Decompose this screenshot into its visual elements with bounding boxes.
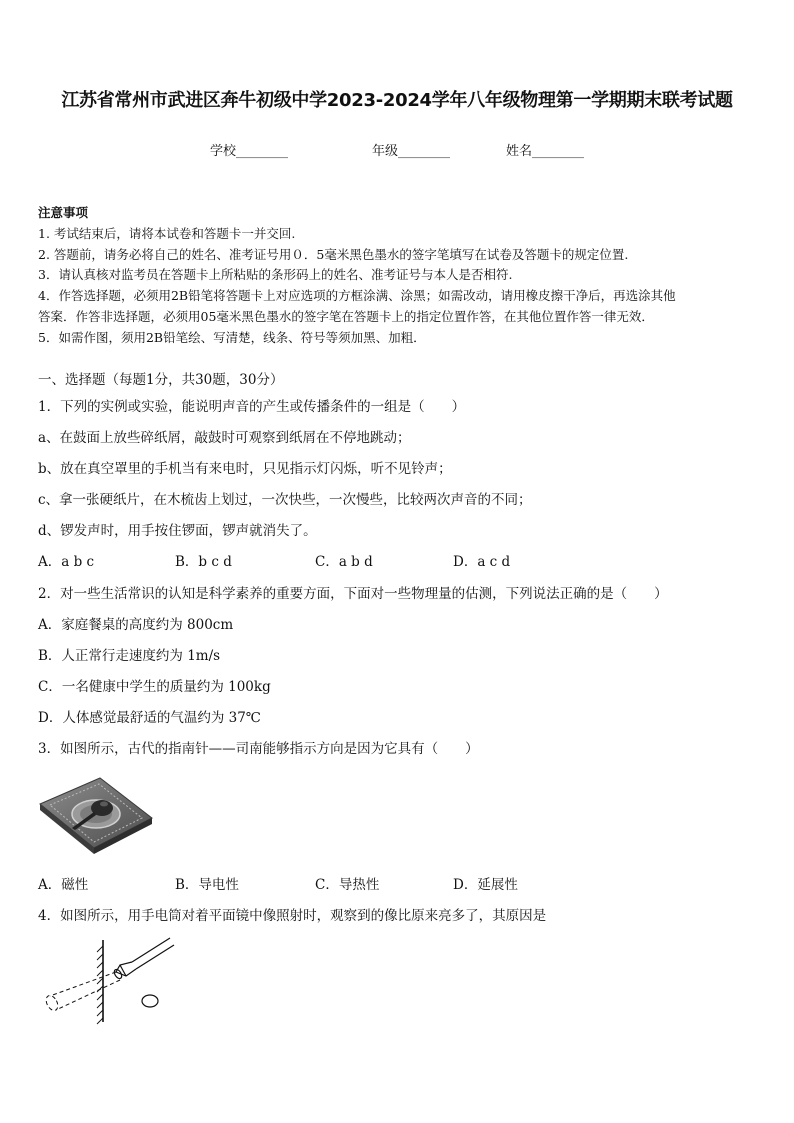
notice-item: 答案．作答非选择题，必须用05毫米黑色墨水的签字笔在答题卡上的指定位置作答，在其他位置作答一律无效． (38, 309, 654, 324)
question-2-option-a: A．家庭餐桌的高度约为 800cm (38, 617, 234, 633)
question-1-option-c: C．a b d (315, 554, 373, 570)
question-2-option-d: D．人体感觉最舒适的气温约为 37℃ (38, 710, 261, 726)
notice-item: 2. 答题前，请务必将自己的姓名、准考证号用０．5毫米黑色墨水的签字笔填写在试卷及答题卡的规定位置. (38, 247, 629, 262)
question-1-option-d: D．a c d (453, 554, 511, 570)
question-3-option-d: D．延展性 (453, 877, 518, 893)
question-3-stem: 3．如图所示，古代的指南针——司南能够指示方向是因为它具有（ ） (38, 741, 479, 757)
question-3-option-c: C．导热性 (315, 877, 380, 893)
question-2-option-c: C．一名健康中学生的质量约为 100kg (38, 679, 271, 695)
notice-item: 1. 考试结束后，请将本试卷和答题卡一并交回. (38, 226, 296, 241)
notice-item: 3．请认真核对监考员在答题卡上所粘贴的条形码上的姓名、准考证号与本人是否相符. (38, 267, 513, 282)
sinan-compass-image (36, 768, 156, 858)
question-1-item-c: c、拿一张硬纸片，在木梳齿上划过，一次快些，一次慢些，比较两次声音的不同； (38, 492, 532, 508)
notice-item: 4．作答选择题，必须用2B铅笔将答题卡上对应选项的方框涂满、涂黑；如需改动，请用橡皮擦干净后，再选涂其他 (38, 288, 676, 303)
question-1-stem: 1．下列的实例或实验，能说明声音的产生或传播条件的一组是（ ） (38, 399, 466, 415)
exam-title: 江苏省常州市武进区奔牛初级中学2023-2024学年八年级物理第一学期期末联考试题 (61, 90, 733, 111)
notice-item: 5．如需作图，须用2B铅笔绘、写清楚，线条、符号等须加黑、加粗． (38, 330, 426, 345)
question-2-stem: 2．对一些生活常识的认知是科学素养的重要方面，下面对一些物理量的估测，下列说法正确的是（ ） (38, 586, 668, 602)
question-1-option-a: A．a b c (38, 554, 95, 570)
school-field: 学校________ (210, 144, 289, 159)
question-3-option-a: A．磁性 (38, 877, 89, 893)
section-heading: 一、选择题（每题1分，共30题，30分） (38, 372, 284, 388)
question-1-option-b: B．b c d (175, 554, 232, 570)
question-4-stem: 4．如图所示，用手电筒对着平面镜中像照射时，观察到的像比原来亮多了，其原因是 (38, 908, 547, 924)
question-2-option-b: B．人正常行走速度约为 1m/s (38, 648, 221, 664)
question-3-option-b: B．导电性 (175, 877, 239, 893)
question-1-item-a: a、在鼓面上放些碎纸屑，敲鼓时可观察到纸屑在不停地跳动； (38, 430, 411, 446)
question-1-item-d: d、锣发声时，用手按住锣面，锣声就消失了。 (38, 523, 317, 539)
question-1-item-b: b、放在真空罩里的手机当有来电时，只见指示灯闪烁，听不见铃声； (38, 461, 452, 477)
notice-heading: 注意事项 (38, 205, 89, 220)
name-field: 姓名________ (506, 144, 585, 159)
flashlight-mirror-diagram (36, 932, 176, 1027)
grade-field: 年级________ (372, 144, 451, 159)
